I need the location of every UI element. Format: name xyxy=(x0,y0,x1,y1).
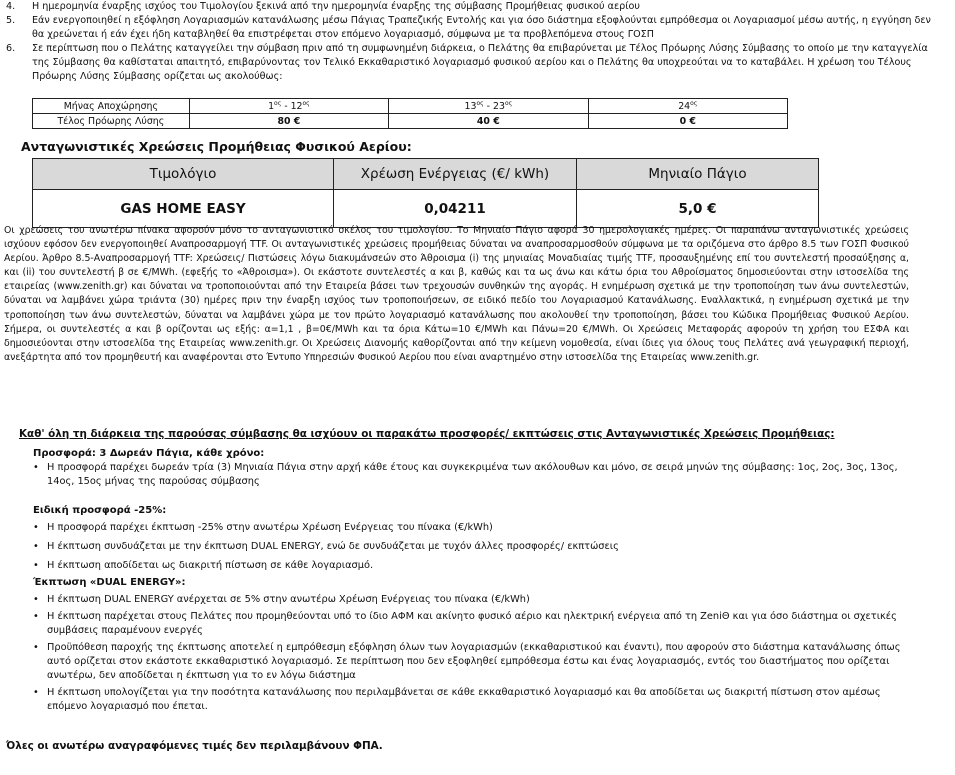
bullet-icon: • xyxy=(33,560,39,571)
table-cell: Τέλος Πρόωρης Λύσης xyxy=(33,114,190,129)
list-item xyxy=(6,14,941,42)
list-item xyxy=(33,610,913,638)
offers-heading: Καθ' όλη τη διάρκεια της παρούσας σύμβασης θα ισχύουν οι παρακάτω προσφορές/ εκπτώσεις στις Ανταγωνιστικές Χρεώσεις Προμήθειας: xyxy=(19,428,835,440)
table-cell: 80 € xyxy=(189,114,388,129)
table-cell: 0,04211 xyxy=(334,190,577,228)
body-paragraph: Οι χρεώσεις του ανωτέρω πίνακα αφορούν μόνο το ανταγωνιστικό σκέλος του τιμολογίου. Το Μηνιαίο Πάγιο αφορά 30 ημερολογιακές ημέρες. Οι παραπάνω ανταγωνιστικές χρεώσεις ισχύουν εφόσον δεν ενεργοποιηθεί Αναπροσαρμογή TTF. Οι ανταγωνιστικές χρεώσεις προμήθειας δύναται να αναπροσαρμοσθούν σύμφωνα με τα οριζόμενα στο άρθρο 8.5 των ΓΟΣΠ Φυσικού Αερίου. Άρθρο 8.5-Αναπροσαρμογή TTF: Χρεώσεις/ Πιστώσεις λόγω διακυμάνσεών στο Άθροισμα (i) της μηνιαίας Μοναδιαίας τιμής TTF, προσαυξημένης επί του συντελεστή προσαύξησης α, και (ii) του συντελεστή β σε €/MWh. (εφεξής το «Άθροισμα»). Οι εκάστοτε συντελεστές α και β, καθώς και τα ως άνω και κάτω όρια του Αθροίσματος δημοσιεύονται στην ιστοσελίδα της εταιρείας (www.zenith.gr) και δύναται να τροποποιούνται από την Εταιρεία βάσει των τρεχουσών συνθηκών της αγοράς. Η ενημέρωση σχετικά με την τροποποίηση των άνω συντελεστών, δύναται να λαμβάνει χώρα τριάντα (30) ημέρες πριν την έναρξη ισχύος των τροποποιήσεων, σε ειδικό πεδίο του Λογαριασμού Κατανάλωσης. Εναλλακτικά, η ενημέρωση σχετικά με την τροποποίηση των άνω συντελεστών, δύναται να λαμβάνει χώρα με τον πρώτο λογαριασμό κατανάλωσης που ακολουθεί την τροποποίηση, βάσει του Κώδικα Προμήθειας Φυσικού Αερίου. Σήμερα, οι συντελεστές α και β ορίζονται ως εξής: α=1,1 , β=0€/MWh και τα όρια Κάτω=10 €/MWh και Πάνω=20 €/MWh. Οι Χρεώσεις Μεταφοράς αφορούν τη χρήση του ΕΣΦΑ και δημοσιεύονται στην ιστοσελίδα της Εταιρείας www.zenith.gr. Οι Χρεώσεις Διανομής καθορίζονται από την κείμενη νομοθεσία, είναι ίδιες για όλους τους Πελάτες ανά γεωγραφική περιοχή, ανεξάρτητα από τον προμηθευτή και αναφέρονται στο Έντυπο Υπηρεσιών Φυσικού Αερίου που είναι αναρτημένο στην ιστοσελίδα της Εταιρείας www.zenith.gr. xyxy=(4,225,909,363)
list-item xyxy=(6,0,941,14)
bullet-icon: • xyxy=(33,594,39,605)
list-item xyxy=(33,521,913,535)
table-row xyxy=(33,190,819,228)
item-text: Η ημερομηνία έναρξης ισχύος του Τιμολογίου ξεκινά από την ημερομηνία έναρξης της σύμβασης Προμήθειας φυσικού αερίου xyxy=(32,1,640,12)
column-header: Μηνιαίο Πάγιο xyxy=(577,159,819,190)
table-cell: 5,0 € xyxy=(577,190,819,228)
table-cell: $13^{o\varsigma} - 23^{o\varsigma}$ xyxy=(389,99,588,114)
offer-title: Έκπτωση «DUAL ENERGY»: xyxy=(33,577,186,588)
list-item xyxy=(33,686,913,714)
table-cell: 40 € xyxy=(389,114,588,129)
item-number: 5. xyxy=(6,15,16,26)
bullet-text: Η έκπτωση υπολογίζεται για την ποσότητα κατανάλωσης που περιλαμβάνεται σε κάθε εκκαθαριστικό λογαριασμό και θα αποδίδεται ως διακριτή πίστωση στον αμέσως επόμενο λογαριασμό που έπεται. xyxy=(47,687,881,712)
bullet-icon: • xyxy=(33,541,39,552)
section-title: Ανταγωνιστικές Χρεώσεις Προμήθειας Φυσικού Αερίου: xyxy=(21,139,412,154)
table-cell: $24^{o\varsigma}$ xyxy=(588,99,787,114)
column-header: Τιμολόγιο xyxy=(33,159,334,190)
bullet-icon: • xyxy=(33,462,39,473)
bullet-text: Η έκπτωση DUAL ENERGY ανέρχεται σε 5% στην ανωτέρω Χρέωση Ενέργειας του πίνακα (€/kWh) xyxy=(47,594,530,605)
price-table xyxy=(32,158,819,228)
list-item xyxy=(33,641,913,683)
early-termination-table xyxy=(32,98,788,129)
bullet-text: Η έκπτωση παρέχεται στους Πελάτες που προμηθεύονται υπό το ίδιο ΑΦΜ και ακίνητο φυσικό αέριο και ηλεκτρική ενέργεια από τη ZeniΘ και για όσο διάστημα οι σχετικές συμβάσεις παραμένουν ενεργές xyxy=(47,611,897,636)
table-cell: 0 € xyxy=(588,114,787,129)
table-row xyxy=(33,114,788,129)
table-cell: GAS HOME EASY xyxy=(33,190,334,228)
item-number: 4. xyxy=(6,1,16,12)
list-item xyxy=(33,593,913,607)
bullet-icon: • xyxy=(33,611,39,622)
offer-title: Ειδική προσφορά -25%: xyxy=(33,505,167,516)
offer-free-fees xyxy=(33,446,913,489)
vat-note: Όλες οι ανωτέρω αναγραφόμενες τιμές δεν περιλαμβάνουν ΦΠΑ. xyxy=(6,740,383,752)
item-text: Σε περίπτωση που ο Πελάτης καταγγείλει την σύμβαση πριν από τη συμφωνημένη διάρκεια, ο Πελάτης θα επιβαρύνεται με Τέλος Πρόωρης Λύσης Σύμβασης το οποίο με την καταγγελία της Σύμβασης θα καθίσταται απαιτητό, επιβαρύνοντας τον Τελικό Εκκαθαριστικό λογαριασμό φυσικού αερίου και ο Πελάτης θα υποχρεούται να το καταβάλει. Η χρέωση του Τέλους Πρόωρης Λύσης Σύμβασης ορίζεται ως ακολούθως: xyxy=(32,43,928,82)
bullet-text: Η προσφορά παρέχει έκπτωση -25% στην ανωτέρω Χρέωση Ενέργειας του πίνακα (€/kWh) xyxy=(47,522,493,533)
offer-dual-energy xyxy=(33,575,913,714)
list-item xyxy=(33,559,913,573)
bullet-text: Η προσφορά παρέχει δωρεάν τρία (3) Μηνιαία Πάγια στην αρχή κάθε έτους και συγκεκριμένα των ακόλουθων και μόνο, σε σειρά μηνών της σύμβασης: 1ος, 2ος, 3ος, 13ος, 14ος, 15ος μήνας της παρούσας σύμβασης xyxy=(47,462,898,487)
offer-title: Προσφορά: 3 Δωρεάν Πάγια, κάθε χρόνο: xyxy=(33,448,265,459)
column-header: Χρέωση Ενέργειας (€/ kWh) xyxy=(334,159,577,190)
table-header-row xyxy=(33,159,819,190)
item-number: 6. xyxy=(6,43,16,54)
offer-special-discount xyxy=(33,503,913,573)
item-text: Εάν ενεργοποιηθεί η εξόφληση Λογαριασμών κατανάλωσης μέσω Πάγιας Τραπεζικής Εντολής και για όσο διάστημα εξοφλούνται εμπρόθεσμα οι Λογαριασμοί μέσω αυτής, η εγγύηση δεν θα χρεώνεται ή εάν έχει ήδη καταβληθεί θα επιστρέφεται στον επόμενο λογαριασμό, σύμφωνα με τα προβλεπόμενα στους ΓΟΣΠ xyxy=(32,15,931,40)
table-cell: $1^{o\varsigma} - 12^{o\varsigma}$ xyxy=(189,99,388,114)
list-item xyxy=(33,461,913,489)
numbered-list xyxy=(6,0,941,84)
bullet-icon: • xyxy=(33,522,39,533)
bullet-icon: • xyxy=(33,687,39,698)
bullet-icon: • xyxy=(33,642,39,653)
bullet-text: Η έκπτωση συνδυάζεται με την έκπτωση DUAL ENERGY, ενώ δε συνδυάζεται με τυχόν άλλες προσφορές/ εκπτώσεις xyxy=(47,541,619,552)
list-item xyxy=(33,540,913,554)
list-item xyxy=(6,42,941,84)
table-cell: Μήνας Αποχώρησης xyxy=(33,99,190,114)
bullet-text: Προϋπόθεση παροχής της έκπτωσης αποτελεί η εμπρόθεσμη εξόφληση όλων των λογαριασμών (εκκαθαριστικού και έναντι), που αφορούν στο διάστημα κατανάλωσης όπως αυτό ορίζεται στον εκάστοτε εκκαθαριστικό λογαριασμό. Σε περίπτωση που δεν εξοφληθεί εμπρόθεσμα έστω και ένας λογαριασμός, εντός του διαστήματος που ορίζεται ανωτέρω, δεν αποδίδεται η έκπτωση για το εν λόγω διάστημα xyxy=(47,642,901,681)
table-row xyxy=(33,99,788,114)
bullet-text: Η έκπτωση αποδίδεται ως διακριτή πίστωση σε κάθε λογαριασμό. xyxy=(47,560,374,571)
